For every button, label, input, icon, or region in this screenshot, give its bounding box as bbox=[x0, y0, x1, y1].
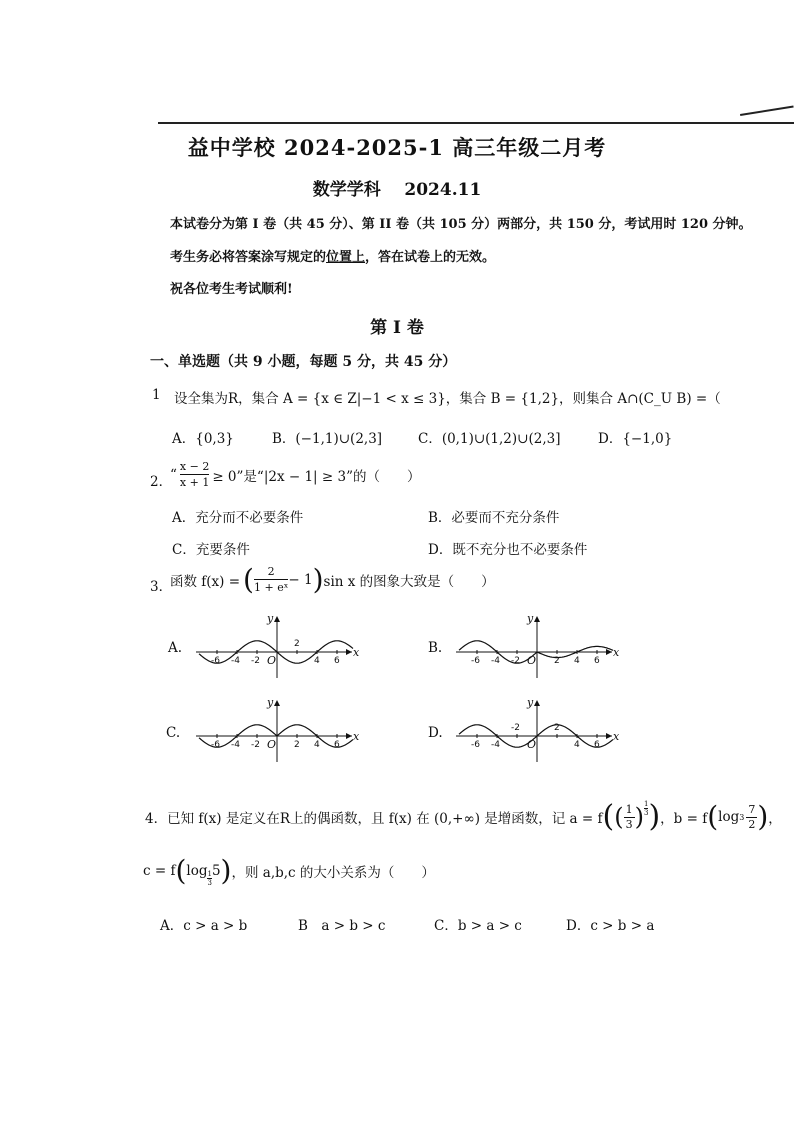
q2-stem-rest: ≥ 0”是“|2x − 1| ≥ 3”的（ ） bbox=[212, 468, 421, 485]
intro-line-3: 祝各位考生考试顺利! bbox=[170, 282, 293, 297]
q4-b-paren-close: ) bbox=[757, 800, 769, 833]
q4-line-2 bbox=[143, 854, 435, 887]
tick-label: -4 bbox=[231, 740, 240, 750]
tick-label: 6 bbox=[594, 740, 600, 750]
q4-line-1-c: ， bbox=[768, 811, 782, 827]
q3-graph-d-svg bbox=[452, 694, 622, 764]
q4-c-base-num: 1 bbox=[207, 870, 212, 878]
q4-b-fraction bbox=[746, 803, 757, 832]
tick-label: -6 bbox=[471, 656, 480, 666]
tick-label: -2 bbox=[511, 656, 520, 666]
tick-label: -4 bbox=[491, 740, 500, 750]
tick-label: 6 bbox=[334, 740, 340, 750]
q4-b-num: 7 bbox=[748, 802, 756, 816]
q4-line-2-a: c = f bbox=[143, 862, 176, 879]
q4-a-base bbox=[624, 803, 635, 832]
tick-label: 4 bbox=[314, 656, 320, 666]
q2-fraction bbox=[180, 459, 209, 490]
tick-label: 4 bbox=[314, 740, 320, 750]
q3-option-b-label: B. bbox=[428, 640, 443, 656]
q3-fraction-num: 2 bbox=[267, 565, 275, 578]
volume-title: 第 I 卷 bbox=[370, 318, 424, 338]
origin-label: O bbox=[527, 654, 537, 667]
q4-a-base-num: 1 bbox=[625, 802, 633, 816]
x-axis-arrow bbox=[346, 733, 352, 739]
q4-a-paren-inner-open: ( bbox=[614, 803, 624, 831]
q3-number: 3． bbox=[150, 579, 173, 595]
q4-option-b: B a > b > c bbox=[298, 918, 386, 934]
origin-label: O bbox=[267, 738, 277, 751]
x-axis-label: x bbox=[613, 730, 620, 743]
tick-label: 2 bbox=[554, 656, 560, 666]
q2-option-c: C．充要条件 bbox=[172, 542, 250, 558]
q4-number: 4． bbox=[145, 811, 168, 827]
q4-a-exp-num: 1 bbox=[643, 799, 649, 808]
intro-line-2 bbox=[170, 246, 495, 265]
y-axis-arrow bbox=[274, 616, 280, 622]
q2-option-b: B．必要而不充分条件 bbox=[428, 510, 560, 526]
q1-option-a: A．{0,3} bbox=[172, 431, 234, 447]
q1-option-d: D．{−1,0} bbox=[598, 431, 673, 447]
tick-label: -2 bbox=[251, 656, 260, 666]
y-axis-label: y bbox=[527, 612, 534, 625]
section-title: 一、单选题（共 9 小题，每题 5 分，共 45 分） bbox=[150, 354, 457, 370]
tick-label: -6 bbox=[471, 740, 480, 750]
tick-label: 6 bbox=[334, 656, 340, 666]
tick-label: -6 bbox=[211, 740, 220, 750]
y-axis-arrow bbox=[534, 700, 540, 706]
q4-c-log: log bbox=[186, 862, 208, 879]
q2-number: 2． bbox=[150, 474, 173, 490]
q4-option-d: D．c > b > a bbox=[566, 918, 655, 934]
tick-label: 4 bbox=[574, 740, 580, 750]
q4-c-paren-open: ( bbox=[175, 853, 187, 887]
origin-label: O bbox=[527, 738, 537, 751]
q4-a-paren-outer-open: ( bbox=[602, 799, 615, 834]
q3-stem bbox=[170, 564, 495, 595]
q2-fraction-den: x + 1 bbox=[179, 476, 210, 489]
tick-label: -4 bbox=[231, 656, 240, 666]
q4-a-paren-inner-close: ) bbox=[634, 803, 644, 831]
q3-stem-a: 函数 f(x) = bbox=[170, 573, 241, 590]
q3-fraction-den: 1 + eˣ bbox=[253, 581, 289, 594]
q4-a-paren-outer-close: ) bbox=[648, 799, 661, 834]
y-axis-label: y bbox=[267, 696, 274, 709]
x-axis-label: x bbox=[353, 646, 360, 659]
q2-stem-open: “ bbox=[170, 466, 177, 483]
y-axis-arrow bbox=[274, 700, 280, 706]
tick-label: -4 bbox=[491, 656, 500, 666]
tick-label: -2 bbox=[251, 740, 260, 750]
q3-stem-b: − 1 bbox=[288, 571, 313, 588]
x-axis-label: x bbox=[613, 646, 620, 659]
tick-label: 2 bbox=[294, 639, 300, 649]
q2-stem bbox=[170, 459, 421, 490]
q1-stem: 设全集为R，集合 A = {x ∈ Z|−1 < x ≤ 3}，集合 B = {1,2}，则集合 A∩(C_U B) =（ bbox=[174, 391, 721, 407]
q4-option-c: C．b > a > c bbox=[434, 918, 522, 934]
tick-label: 2 bbox=[294, 740, 300, 750]
subject: 数学学科 bbox=[312, 180, 381, 200]
tick-label: 4 bbox=[574, 656, 580, 666]
q3-option-c-label: C. bbox=[166, 725, 181, 741]
q3-fraction bbox=[254, 564, 288, 595]
q3-option-a-label: A. bbox=[168, 640, 183, 656]
q4-b-den: 2 bbox=[748, 817, 756, 831]
y-axis-label: y bbox=[267, 612, 274, 625]
exam-subtitle bbox=[0, 175, 794, 200]
q4-c-arg: 5 bbox=[211, 862, 221, 879]
intro-line-2-suffix: ，答在试卷上的无效。 bbox=[365, 250, 496, 265]
q3-stem-c: sin x 的图象大致是（ ） bbox=[323, 573, 495, 590]
q2-option-a: A．充分而不必要条件 bbox=[172, 510, 304, 526]
x-axis-label: x bbox=[353, 730, 360, 743]
q4-a-exp-den: 3 bbox=[643, 808, 649, 817]
exam-title: 益中学校 2024-2025-1 高三年级二月考 bbox=[187, 135, 607, 160]
q3-paren-close: ) bbox=[312, 562, 324, 596]
q3-paren-open: ( bbox=[243, 562, 254, 596]
q3-graph-b bbox=[452, 610, 622, 680]
q3-graph-a-svg bbox=[192, 610, 362, 680]
tick-label: 6 bbox=[594, 656, 600, 666]
exam-date: 2024.11 bbox=[404, 180, 482, 200]
q4-option-a: A．c > a > b bbox=[160, 918, 248, 934]
tick-label: 2 bbox=[554, 723, 560, 733]
intro-line-2-prefix: 考生务必将答案涂写规定的 bbox=[170, 250, 327, 265]
q4-c-base-den: 3 bbox=[207, 879, 212, 887]
x-axis-arrow bbox=[346, 649, 352, 655]
q3-graph-c-svg bbox=[192, 694, 362, 764]
q2-fraction-num: x − 2 bbox=[179, 460, 210, 473]
q4-b-paren-open: ( bbox=[707, 800, 719, 833]
q2-option-d: D．既不充分也不必要条件 bbox=[428, 542, 588, 558]
q3-graph-a bbox=[192, 610, 362, 680]
q4-line-2-b: ，则 a,b,c 的大小关系为（ ） bbox=[231, 864, 435, 881]
q3-graph-c bbox=[192, 694, 362, 764]
tick-label: -6 bbox=[211, 656, 220, 666]
q4-a-base-den: 3 bbox=[625, 817, 633, 831]
intro-line-2-underline: 位置上 bbox=[326, 250, 366, 265]
q3-graph-b-svg bbox=[452, 610, 622, 680]
y-axis-arrow bbox=[534, 616, 540, 622]
q3-option-d-label: D. bbox=[428, 725, 443, 741]
q4-line-1-a: 已知 f(x) 是定义在R上的偶函数，且 f(x) 在 (0,+∞) 是增函数，记 a = f bbox=[167, 811, 603, 827]
q4-line-1 bbox=[145, 799, 782, 834]
q4-c-paren-close: ) bbox=[220, 853, 232, 887]
intro-line-1: 本试卷分为第 I 卷（共 45 分）、第 II 卷（共 105 分）两部分，共 150 分，考试用时 120 分钟。 bbox=[170, 217, 752, 232]
origin-label: O bbox=[267, 654, 277, 667]
q1-number: 1 bbox=[152, 387, 161, 403]
q4-b-log: log bbox=[718, 809, 740, 825]
tick-label: -2 bbox=[511, 723, 520, 733]
y-axis-label: y bbox=[527, 696, 534, 709]
q1-option-c: C．(0,1)∪(1,2)∪(2,3] bbox=[418, 431, 561, 447]
x-axis-arrow bbox=[606, 733, 612, 739]
q1-option-b: B．(−1,1)∪(2,3] bbox=[272, 431, 383, 447]
q4-line-1-b: ，b = f bbox=[660, 811, 708, 827]
header-rule bbox=[158, 122, 794, 124]
q4-b-log-base: 3 bbox=[739, 812, 745, 822]
q3-graph-d bbox=[452, 694, 622, 764]
